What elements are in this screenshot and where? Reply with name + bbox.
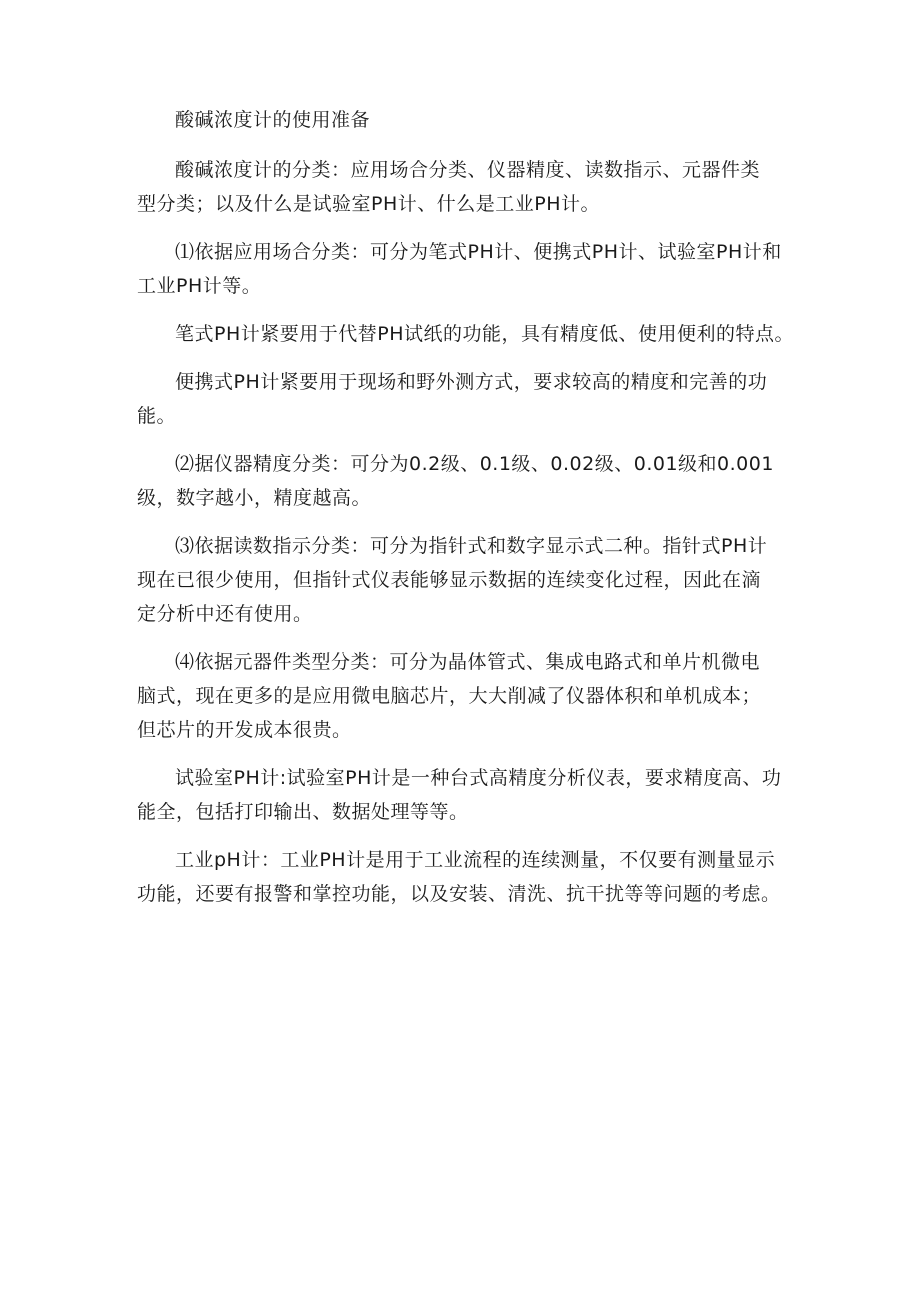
paragraph-line: 工业PH计等。 xyxy=(137,275,262,297)
paragraph-line: 能全，包括打印输出、数据处理等等。 xyxy=(137,801,469,823)
paragraph-line: 但芯片的开发成本很贵。 xyxy=(137,719,352,741)
paragraph-lab-ph-meter xyxy=(137,761,797,829)
paragraph-line: 能。 xyxy=(137,405,177,427)
paragraph-line: ⑴依据应用场合分类：可分为笔式PH计、便携式PH计、试验室PH计和 xyxy=(175,241,782,263)
paragraph-pen-ph-meter xyxy=(137,317,797,351)
paragraph-line: 酸碱浓度计的分类：应用场合分类、仪器精度、读数指示、元器件类 xyxy=(175,159,761,181)
paragraph-line: ⑵据仪器精度分类：可分为0.2级、0.1级、0.02级、0.01级和0.001 xyxy=(175,453,774,475)
paragraph-portable-ph-meter xyxy=(137,365,797,433)
paragraph-classification-overview xyxy=(137,153,797,221)
paragraph-line: 级，数字越小，精度越高。 xyxy=(137,487,372,509)
paragraph-by-application xyxy=(137,235,797,303)
paragraph-line: 功能，还要有报警和掌控功能，以及安装、清洗、抗干扰等等问题的考虑。 xyxy=(137,883,781,905)
title-line: 酸碱浓度计的使用准备 xyxy=(175,109,371,131)
paragraph-line: 试验室PH计:试验室PH计是一种台式高精度分析仪表，要求精度高、功 xyxy=(175,767,782,789)
paragraph-industrial-ph-meter xyxy=(137,843,797,911)
paragraph-line: 脑式，现在更多的是应用微电脑芯片，大大削减了仪器体积和单机成本； xyxy=(137,685,762,707)
paragraph-line: 工业pH计：工业PH计是用于工业流程的连续测量，不仅要有测量显示 xyxy=(175,849,776,871)
document-body xyxy=(137,103,797,925)
paragraph-line: 笔式PH计紧要用于代替PH试纸的功能，具有精度低、使用便利的特点。 xyxy=(175,323,794,345)
paragraph-line: 型分类；以及什么是试验室PH计、什么是工业PH计。 xyxy=(137,193,600,215)
paragraph-line: 便携式PH计紧要用于现场和野外测方式，要求较高的精度和完善的功 xyxy=(175,371,768,393)
paragraph-line: 现在已很少使用，但指针式仪表能够显示数据的连续变化过程，因此在滴 xyxy=(137,569,762,591)
paragraph-by-components xyxy=(137,645,797,747)
paragraph-line: ⑶依据读数指示分类：可分为指针式和数字显示式二种。指针式PH计 xyxy=(175,535,768,557)
paragraph-line: ⑷依据元器件类型分类：可分为晶体管式、集成电路式和单片机微电 xyxy=(175,651,761,673)
document-title xyxy=(137,103,797,137)
paragraph-by-precision xyxy=(137,447,797,515)
paragraph-by-readout xyxy=(137,529,797,631)
paragraph-line: 定分析中还有使用。 xyxy=(137,603,313,625)
